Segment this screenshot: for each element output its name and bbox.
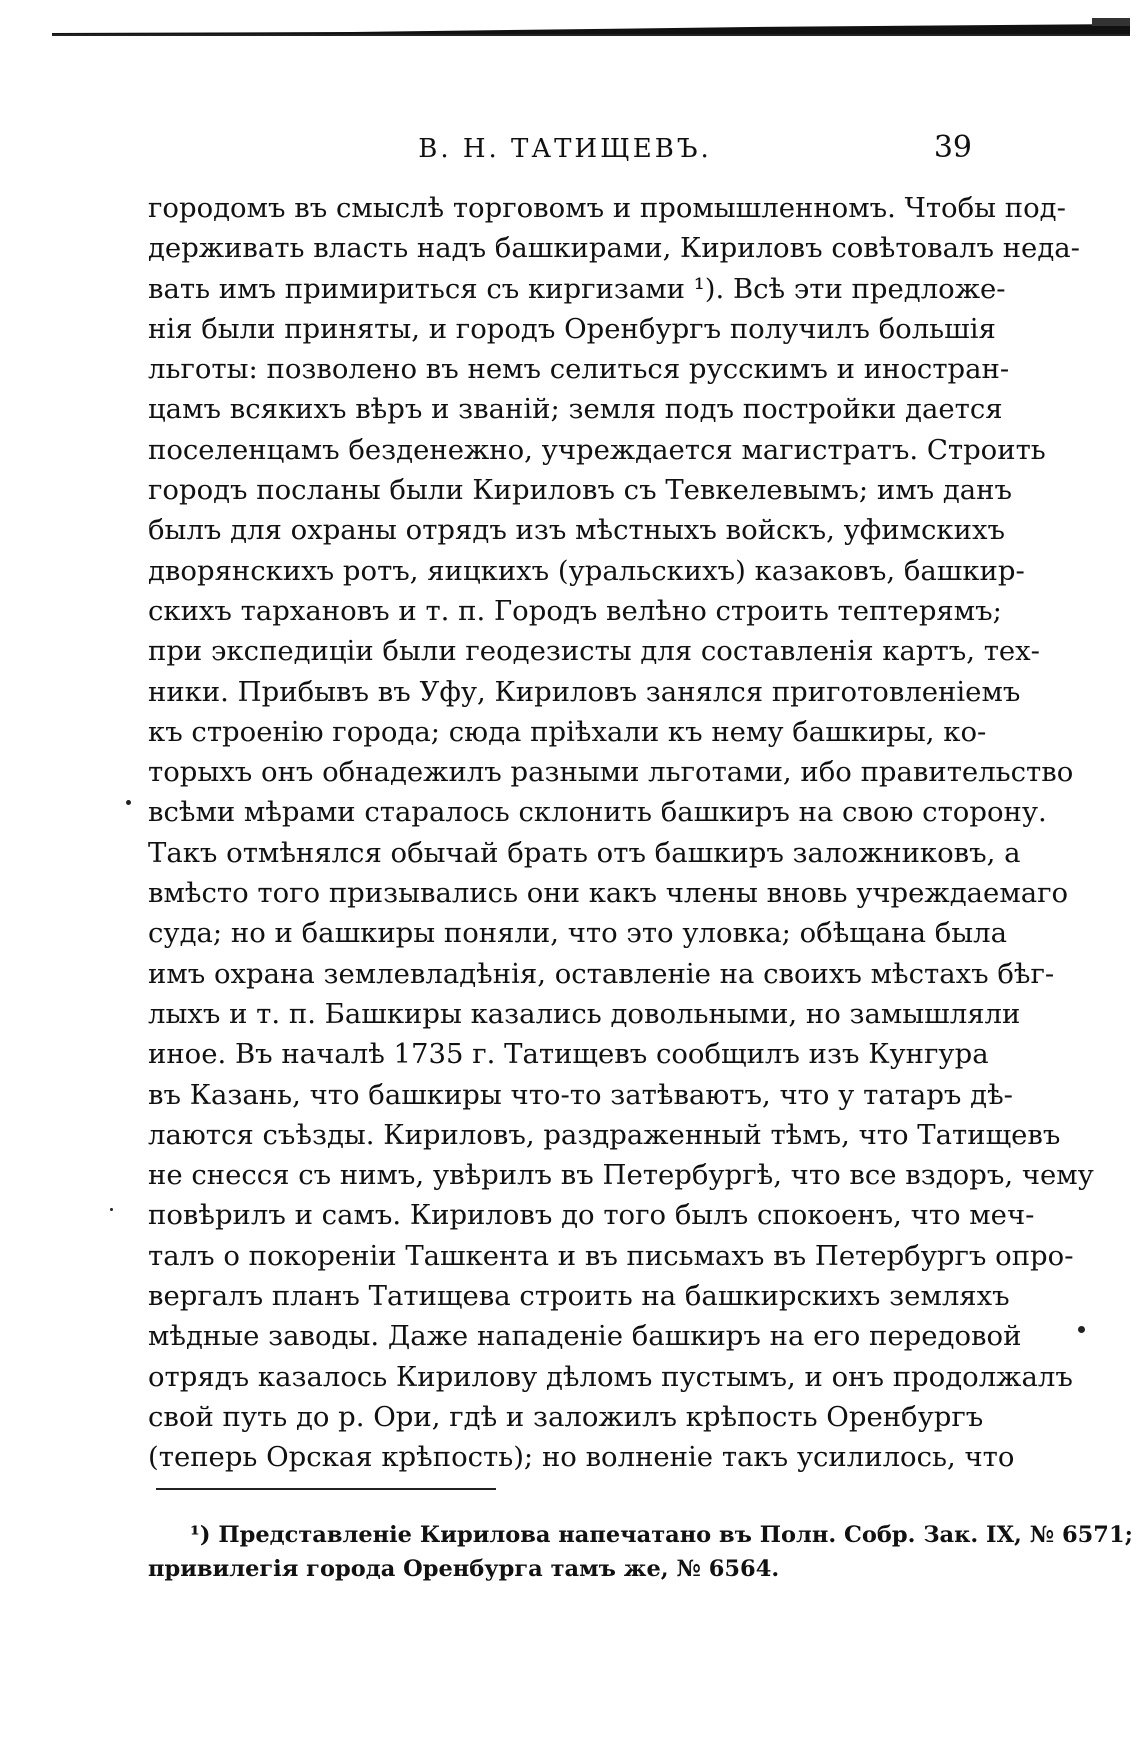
main-text — [148, 188, 1094, 1478]
text-line: иное. Въ началѣ 1735 г. Татищевъ сообщилъ изъ Кунгура — [148, 1038, 989, 1071]
text-line: нія были приняты, и городъ Оренбургъ получилъ большія — [148, 312, 996, 345]
text-line: цамъ всякихъ вѣръ и званій; земля подъ постройки дается — [148, 393, 1003, 426]
text-line: отрядъ казалось Кирилову дѣломъ пустымъ, и онъ продолжалъ — [148, 1360, 1073, 1393]
print-speck — [126, 800, 131, 805]
text-line: всѣми мѣрами старалось склонить башкиръ на свою сторону. — [148, 796, 1047, 829]
footnotes — [148, 1518, 1133, 1586]
text-line: вергалъ планъ Татищева строить на башкирскихъ земляхъ — [148, 1280, 1010, 1313]
text-line: городомъ въ смыслѣ торговомъ и промышленномъ. Чтобы под- — [148, 192, 1066, 224]
text-line: къ строенію города; сюда пріѣхали къ нему башкиры, ко- — [148, 715, 987, 748]
text-line: торыхъ онъ обнадежилъ разными льготами, ибо правительство — [148, 756, 1074, 789]
text-line: при экспедиціи были геодезисты для составленія картъ, тех- — [148, 635, 1040, 668]
running-head: В. Н. ТАТИЩЕВЪ. — [418, 134, 712, 164]
text-line: лаются съѣзды. Кириловъ, раздраженный тѣмъ, что Татищевъ — [148, 1118, 1061, 1151]
text-line: имъ охрана землевладѣнія, оставленіе на своихъ мѣстахъ бѣг- — [148, 957, 1055, 990]
text-line: городъ посланы были Кириловъ съ Тевкелевымъ; имъ данъ — [148, 474, 1012, 507]
page-number: 39 — [933, 130, 972, 165]
footnote-divider — [156, 1488, 496, 1490]
text-line: (теперь Орская крѣпость); но волненіе такъ усилилось, что — [148, 1441, 1015, 1474]
text-line: въ Казань, что башкиры что-то затѣваютъ, что у татаръ дѣ- — [148, 1078, 1013, 1111]
page-header — [150, 128, 980, 172]
print-speck — [1078, 1326, 1085, 1333]
text-line: лыхъ и т. п. Башкиры казались довольными, но замышляли — [148, 997, 1021, 1030]
text-line: не снесся съ нимъ, увѣрилъ въ Петербургѣ, что все вздоръ, чему — [148, 1159, 1094, 1192]
footnote-line: привилегія города Оренбурга тамъ же, № 6564. — [148, 1556, 780, 1582]
text-line: ники. Прибывъ въ Уфу, Кириловъ занялся приготовленіемъ — [148, 675, 1021, 708]
text-line: Такъ отмѣнялся обычай брать отъ башкиръ заложниковъ, а — [148, 836, 1021, 869]
text-line: скихъ тархановъ и т. п. Городъ велѣно строить тептерямъ; — [148, 594, 1002, 627]
text-line: мѣдные заводы. Даже нападеніе башкиръ на его передовой — [148, 1320, 1022, 1353]
text-line: дворянскихъ ротъ, яицкихъ (уральскихъ) казаковъ, башкир- — [148, 554, 1025, 587]
text-line: свой путь до р. Ори, гдѣ и заложилъ крѣпость Оренбургъ — [148, 1400, 984, 1433]
print-speck — [110, 1208, 113, 1211]
text-line: вмѣсто того призывались они какъ члены вновь учреждаемаго — [148, 877, 1069, 910]
footnote-line: ¹) Представленіе Кирилова напечатано въ Полн. Собр. Зак. IX, № 6571; — [190, 1522, 1133, 1548]
text-line: талъ о покореніи Ташкента и въ письмахъ въ Петербургъ опро- — [148, 1239, 1074, 1272]
text-line: повѣрилъ и самъ. Кириловъ до того былъ спокоенъ, что меч- — [148, 1199, 1035, 1232]
text-line: льготы: позволено въ немъ селиться русскимъ и иностран- — [148, 353, 1010, 386]
top-border-rule — [52, 18, 1130, 38]
text-line: былъ для охраны отрядъ изъ мѣстныхъ войскъ, уфимскихъ — [148, 514, 1005, 547]
text-line: поселенцамъ безденежно, учреждается магистратъ. Строить — [148, 433, 1046, 466]
text-line: вать имъ примириться съ киргизами ¹). Всѣ эти предложе- — [148, 272, 1006, 305]
text-line: суда; но и башкиры поняли, что это уловка; обѣщана была — [148, 917, 1008, 950]
text-line: держивать власть надъ башкирами, Кириловъ совѣтовалъ неда- — [148, 232, 1080, 265]
